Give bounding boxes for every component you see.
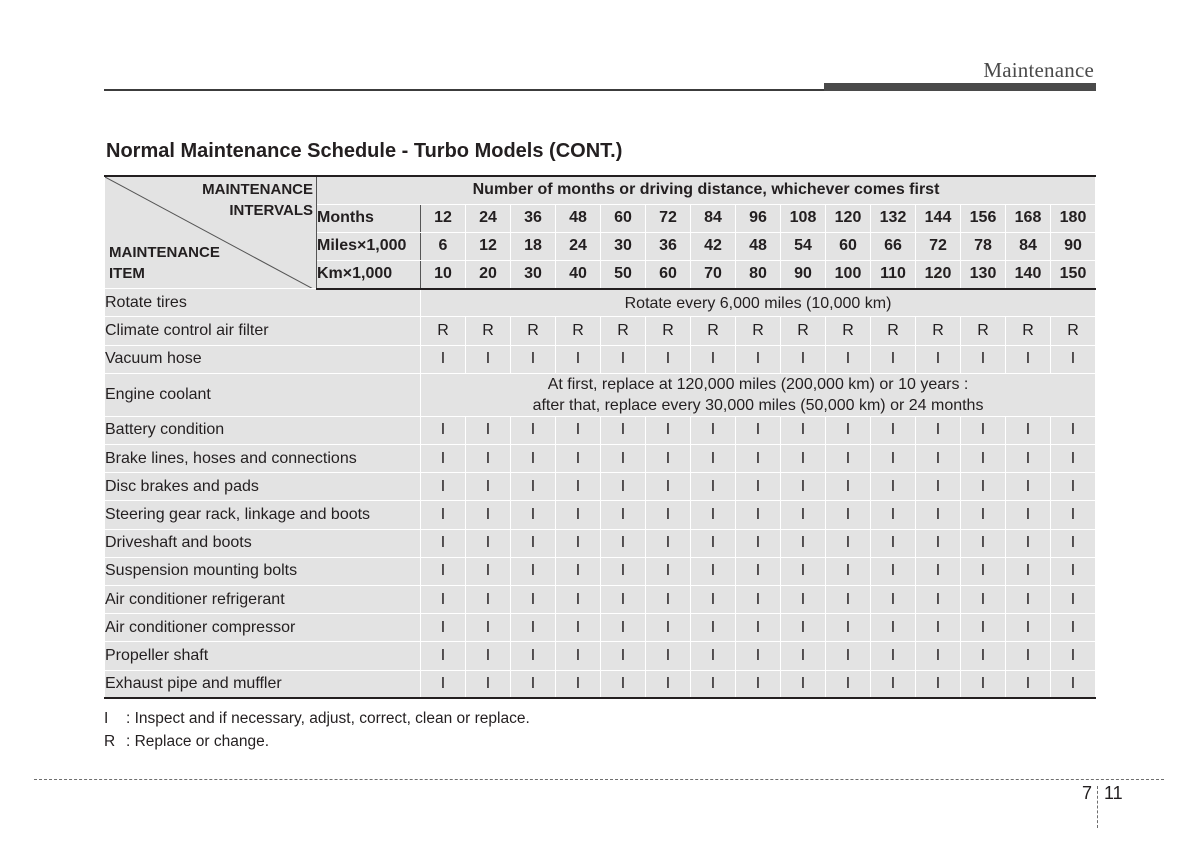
page-number: 11 xyxy=(1104,783,1123,803)
schedule-cell: I xyxy=(826,670,871,698)
item-heading: MAINTENANCE ITEM xyxy=(109,244,220,283)
schedule-cell: I xyxy=(691,557,736,585)
schedule-cell: R xyxy=(781,317,826,345)
interval-value: 60 xyxy=(601,204,646,232)
schedule-cell: I xyxy=(781,642,826,670)
schedule-cell: R xyxy=(826,317,871,345)
schedule-cell: I xyxy=(466,501,511,529)
interval-value: 108 xyxy=(781,204,826,232)
schedule-cell: I xyxy=(601,614,646,642)
schedule-cell: I xyxy=(1051,345,1096,373)
interval-value: 180 xyxy=(1051,204,1096,232)
schedule-cell: I xyxy=(781,473,826,501)
interval-value: 42 xyxy=(691,232,736,260)
schedule-cell: I xyxy=(421,670,466,698)
interval-label: Miles×1,000 xyxy=(317,232,421,260)
interval-label: Km×1,000 xyxy=(317,261,421,289)
schedule-cell: I xyxy=(736,445,781,473)
interval-value: 120 xyxy=(916,261,961,289)
schedule-cell: I xyxy=(646,529,691,557)
interval-value: 96 xyxy=(736,204,781,232)
schedule-cell: I xyxy=(511,642,556,670)
schedule-cell: I xyxy=(916,501,961,529)
legend xyxy=(104,707,530,753)
interval-value: 84 xyxy=(1006,232,1051,260)
schedule-cell: I xyxy=(1006,501,1051,529)
schedule-cell: I xyxy=(466,416,511,444)
schedule-cell: I xyxy=(466,670,511,698)
schedule-cell: I xyxy=(421,445,466,473)
schedule-cell: I xyxy=(1051,557,1096,585)
maintenance-item-name: Steering gear rack, linkage and boots xyxy=(105,501,421,529)
schedule-cell: R xyxy=(646,317,691,345)
schedule-cell: I xyxy=(691,416,736,444)
table-row xyxy=(105,529,1096,557)
schedule-cell: I xyxy=(961,473,1006,501)
schedule-cell: I xyxy=(511,501,556,529)
schedule-cell: I xyxy=(736,557,781,585)
schedule-cell: I xyxy=(826,345,871,373)
table-row xyxy=(105,345,1096,373)
schedule-cell: I xyxy=(646,557,691,585)
interval-value: 150 xyxy=(1051,261,1096,289)
header-row xyxy=(105,176,1096,204)
schedule-cell: R xyxy=(691,317,736,345)
schedule-cell: I xyxy=(916,416,961,444)
interval-value: 36 xyxy=(646,232,691,260)
maintenance-item-name: Rotate tires xyxy=(105,289,421,317)
table-row xyxy=(105,445,1096,473)
schedule-cell: I xyxy=(871,557,916,585)
interval-value: 110 xyxy=(871,261,916,289)
interval-value: 48 xyxy=(556,204,601,232)
schedule-cell: I xyxy=(421,614,466,642)
schedule-cell: R xyxy=(916,317,961,345)
schedule-cell: I xyxy=(466,345,511,373)
interval-value: 20 xyxy=(466,261,511,289)
schedule-cell: I xyxy=(961,557,1006,585)
interval-value: 24 xyxy=(466,204,511,232)
legend-item-replace: R : Replace or change. xyxy=(104,733,270,750)
table-row xyxy=(105,614,1096,642)
maintenance-item-name: Exhaust pipe and muffler xyxy=(105,670,421,698)
schedule-cell: I xyxy=(421,416,466,444)
schedule-cell: I xyxy=(1051,670,1096,698)
schedule-cell: I xyxy=(421,557,466,585)
schedule-cell: I xyxy=(916,642,961,670)
schedule-cell: R xyxy=(736,317,781,345)
interval-value: 6 xyxy=(421,232,466,260)
schedule-cell: I xyxy=(691,445,736,473)
schedule-cell: I xyxy=(1006,416,1051,444)
interval-value: 54 xyxy=(781,232,826,260)
spanned-note xyxy=(421,373,1096,416)
maintenance-item-name: Air conditioner compressor xyxy=(105,614,421,642)
interval-value: 10 xyxy=(421,261,466,289)
table-row xyxy=(105,501,1096,529)
schedule-cell: I xyxy=(646,585,691,613)
schedule-cell: I xyxy=(421,585,466,613)
schedule-cell: I xyxy=(1006,445,1051,473)
schedule-cell: I xyxy=(511,445,556,473)
schedule-cell: I xyxy=(1051,445,1096,473)
header-rule-accent xyxy=(824,83,1096,91)
schedule-cell: I xyxy=(646,614,691,642)
schedule-cell: I xyxy=(601,529,646,557)
schedule-cell: I xyxy=(961,529,1006,557)
maintenance-item-name: Vacuum hose xyxy=(105,345,421,373)
maintenance-item-name: Brake lines, hoses and connections xyxy=(105,445,421,473)
schedule-cell: I xyxy=(556,585,601,613)
schedule-cell: R xyxy=(556,317,601,345)
schedule-cell: I xyxy=(556,614,601,642)
schedule-cell: I xyxy=(466,614,511,642)
schedule-cell: R xyxy=(1006,317,1051,345)
schedule-cell: I xyxy=(781,345,826,373)
schedule-cell: I xyxy=(556,529,601,557)
schedule-cell: I xyxy=(511,670,556,698)
schedule-cell: I xyxy=(511,557,556,585)
footer-dashed-rule xyxy=(34,779,1164,780)
schedule-cell: I xyxy=(961,501,1006,529)
page-number-divider xyxy=(1097,786,1098,828)
interval-value: 24 xyxy=(556,232,601,260)
schedule-cell: I xyxy=(556,473,601,501)
schedule-cell: I xyxy=(646,345,691,373)
schedule-cell: I xyxy=(826,642,871,670)
interval-value: 40 xyxy=(556,261,601,289)
interval-value: 48 xyxy=(736,232,781,260)
schedule-cell: I xyxy=(826,445,871,473)
schedule-cell: I xyxy=(601,670,646,698)
schedule-cell: I xyxy=(781,445,826,473)
schedule-cell: I xyxy=(916,557,961,585)
schedule-cell: I xyxy=(916,614,961,642)
schedule-cell: I xyxy=(961,614,1006,642)
schedule-cell: I xyxy=(781,614,826,642)
schedule-cell: I xyxy=(736,473,781,501)
header-corner-cell xyxy=(105,176,317,289)
schedule-cell: I xyxy=(961,416,1006,444)
schedule-cell: I xyxy=(421,501,466,529)
interval-value: 36 xyxy=(511,204,556,232)
schedule-cell: I xyxy=(736,670,781,698)
schedule-cell: I xyxy=(511,585,556,613)
schedule-cell: I xyxy=(871,345,916,373)
schedule-cell: I xyxy=(736,529,781,557)
table-row xyxy=(105,557,1096,585)
schedule-cell: I xyxy=(961,642,1006,670)
interval-value: 168 xyxy=(1006,204,1051,232)
schedule-cell: I xyxy=(691,642,736,670)
schedule-cell: R xyxy=(466,317,511,345)
schedule-cell: I xyxy=(826,557,871,585)
schedule-cell: I xyxy=(556,557,601,585)
schedule-cell: I xyxy=(466,557,511,585)
schedule-cell: I xyxy=(556,501,601,529)
spanned-note-line: At first, replace at 120,000 miles (200,000 km) or 10 years : xyxy=(547,375,969,393)
schedule-cell: I xyxy=(736,416,781,444)
schedule-cell: I xyxy=(601,557,646,585)
interval-value: 100 xyxy=(826,261,871,289)
schedule-cell: I xyxy=(691,670,736,698)
interval-heading: Number of months or driving distance, whichever comes first xyxy=(317,176,1096,204)
schedule-cell: I xyxy=(826,585,871,613)
schedule-cell: I xyxy=(871,614,916,642)
schedule-cell: I xyxy=(916,670,961,698)
schedule-cell: I xyxy=(556,416,601,444)
schedule-cell: I xyxy=(691,501,736,529)
schedule-cell: I xyxy=(826,501,871,529)
schedule-cell: I xyxy=(691,345,736,373)
schedule-cell: I xyxy=(871,585,916,613)
schedule-cell: I xyxy=(691,585,736,613)
chapter-number: 7 xyxy=(1081,783,1092,803)
schedule-cell: I xyxy=(466,585,511,613)
schedule-cell: I xyxy=(826,473,871,501)
interval-value: 130 xyxy=(961,261,1006,289)
schedule-cell: I xyxy=(511,473,556,501)
schedule-cell: I xyxy=(871,416,916,444)
maintenance-item-name: Disc brakes and pads xyxy=(105,473,421,501)
spanned-note-line: after that, replace every 30,000 miles (50,000 km) or 24 months xyxy=(532,396,984,414)
interval-value: 12 xyxy=(421,204,466,232)
schedule-cell: I xyxy=(826,529,871,557)
schedule-cell: I xyxy=(871,473,916,501)
maintenance-item-name: Climate control air filter xyxy=(105,317,421,345)
schedule-cell: I xyxy=(466,445,511,473)
interval-value: 90 xyxy=(781,261,826,289)
schedule-cell: I xyxy=(781,529,826,557)
schedule-cell: I xyxy=(736,501,781,529)
interval-value: 72 xyxy=(646,204,691,232)
schedule-cell: I xyxy=(421,529,466,557)
schedule-cell: I xyxy=(781,557,826,585)
schedule-cell: I xyxy=(646,445,691,473)
schedule-cell: I xyxy=(466,642,511,670)
schedule-cell: I xyxy=(1006,585,1051,613)
schedule-cell: I xyxy=(1051,529,1096,557)
maintenance-item-name: Propeller shaft xyxy=(105,642,421,670)
schedule-cell: I xyxy=(466,473,511,501)
interval-value: 72 xyxy=(916,232,961,260)
schedule-cell: I xyxy=(691,473,736,501)
schedule-cell: I xyxy=(601,473,646,501)
schedule-cell: I xyxy=(556,670,601,698)
schedule-cell: I xyxy=(1006,529,1051,557)
schedule-cell: I xyxy=(961,445,1006,473)
schedule-cell: I xyxy=(646,501,691,529)
interval-value: 18 xyxy=(511,232,556,260)
schedule-cell: I xyxy=(556,445,601,473)
schedule-cell: I xyxy=(691,529,736,557)
schedule-cell: I xyxy=(1051,642,1096,670)
schedule-cell: I xyxy=(1051,501,1096,529)
schedule-cell: I xyxy=(511,345,556,373)
interval-value: 78 xyxy=(961,232,1006,260)
schedule-cell: R xyxy=(421,317,466,345)
schedule-cell: I xyxy=(601,501,646,529)
schedule-cell: I xyxy=(826,416,871,444)
table-row xyxy=(105,473,1096,501)
maintenance-item-name: Suspension mounting bolts xyxy=(105,557,421,585)
table-row xyxy=(105,289,1096,317)
schedule-cell: I xyxy=(916,445,961,473)
schedule-cell: I xyxy=(421,345,466,373)
schedule-cell: I xyxy=(1051,614,1096,642)
schedule-cell: I xyxy=(781,585,826,613)
legend-item-inspect: I : Inspect and if necessary, adjust, correct, clean or replace. xyxy=(104,710,530,727)
interval-value: 50 xyxy=(601,261,646,289)
interval-value: 90 xyxy=(1051,232,1096,260)
schedule-cell: I xyxy=(1006,557,1051,585)
schedule-cell: I xyxy=(961,345,1006,373)
schedule-cell: I xyxy=(1051,473,1096,501)
schedule-cell: I xyxy=(871,529,916,557)
table-row xyxy=(105,642,1096,670)
table-row xyxy=(105,317,1096,345)
schedule-cell: I xyxy=(646,473,691,501)
schedule-cell: I xyxy=(736,345,781,373)
schedule-cell: I xyxy=(601,585,646,613)
schedule-cell: I xyxy=(601,345,646,373)
schedule-cell: I xyxy=(601,642,646,670)
schedule-cell: I xyxy=(1051,585,1096,613)
table-row xyxy=(105,416,1096,444)
interval-label: Months xyxy=(317,204,421,232)
interval-value: 80 xyxy=(736,261,781,289)
schedule-cell: I xyxy=(511,529,556,557)
interval-value: 84 xyxy=(691,204,736,232)
schedule-cell: I xyxy=(1006,345,1051,373)
schedule-cell: I xyxy=(916,473,961,501)
table-row xyxy=(105,585,1096,613)
maintenance-item-name: Driveshaft and boots xyxy=(105,529,421,557)
schedule-cell: I xyxy=(691,614,736,642)
schedule-cell: I xyxy=(466,529,511,557)
schedule-cell: I xyxy=(646,642,691,670)
interval-value: 30 xyxy=(601,232,646,260)
schedule-cell: I xyxy=(421,642,466,670)
schedule-cell: I xyxy=(871,670,916,698)
spanned-note: Rotate every 6,000 miles (10,000 km) xyxy=(421,289,1096,317)
interval-value: 144 xyxy=(916,204,961,232)
schedule-cell: I xyxy=(826,614,871,642)
interval-value: 132 xyxy=(871,204,916,232)
table-row xyxy=(105,670,1096,698)
interval-value: 70 xyxy=(691,261,736,289)
interval-value: 12 xyxy=(466,232,511,260)
interval-value: 60 xyxy=(826,232,871,260)
schedule-cell: I xyxy=(961,585,1006,613)
running-header-title: Maintenance xyxy=(983,58,1094,82)
schedule-cell: I xyxy=(781,670,826,698)
interval-value: 66 xyxy=(871,232,916,260)
maintenance-item-name: Battery condition xyxy=(105,416,421,444)
interval-value: 60 xyxy=(646,261,691,289)
schedule-cell: R xyxy=(871,317,916,345)
intervals-heading: MAINTENANCE INTERVALS xyxy=(202,181,313,219)
schedule-cell: I xyxy=(556,345,601,373)
table-row xyxy=(105,373,1096,416)
schedule-cell: R xyxy=(1051,317,1096,345)
maintenance-schedule-table xyxy=(104,175,1096,699)
schedule-cell: I xyxy=(781,501,826,529)
schedule-cell: I xyxy=(601,445,646,473)
schedule-cell: I xyxy=(601,416,646,444)
schedule-cell: I xyxy=(1051,416,1096,444)
schedule-cell: I xyxy=(871,501,916,529)
schedule-cell: I xyxy=(511,416,556,444)
schedule-cell: I xyxy=(511,614,556,642)
schedule-cell: I xyxy=(871,642,916,670)
maintenance-item-name: Engine coolant xyxy=(105,373,421,416)
schedule-cell: I xyxy=(1006,473,1051,501)
schedule-cell: I xyxy=(916,585,961,613)
maintenance-item-name: Air conditioner refrigerant xyxy=(105,585,421,613)
schedule-cell: I xyxy=(961,670,1006,698)
schedule-cell: R xyxy=(601,317,646,345)
schedule-cell: I xyxy=(1006,670,1051,698)
interval-value: 156 xyxy=(961,204,1006,232)
schedule-cell: I xyxy=(916,529,961,557)
schedule-cell: I xyxy=(646,416,691,444)
schedule-cell: R xyxy=(511,317,556,345)
schedule-cell: I xyxy=(871,445,916,473)
interval-value: 30 xyxy=(511,261,556,289)
schedule-cell: I xyxy=(736,614,781,642)
schedule-cell: I xyxy=(781,416,826,444)
schedule-cell: I xyxy=(916,345,961,373)
interval-value: 120 xyxy=(826,204,871,232)
schedule-cell: I xyxy=(736,585,781,613)
schedule-cell: I xyxy=(556,642,601,670)
schedule-cell: I xyxy=(1006,614,1051,642)
schedule-cell: I xyxy=(736,642,781,670)
schedule-cell: R xyxy=(961,317,1006,345)
section-title: Normal Maintenance Schedule - Turbo Models (CONT.) xyxy=(106,140,623,162)
interval-value: 140 xyxy=(1006,261,1051,289)
schedule-cell: I xyxy=(1006,642,1051,670)
schedule-cell: I xyxy=(421,473,466,501)
schedule-cell: I xyxy=(646,670,691,698)
